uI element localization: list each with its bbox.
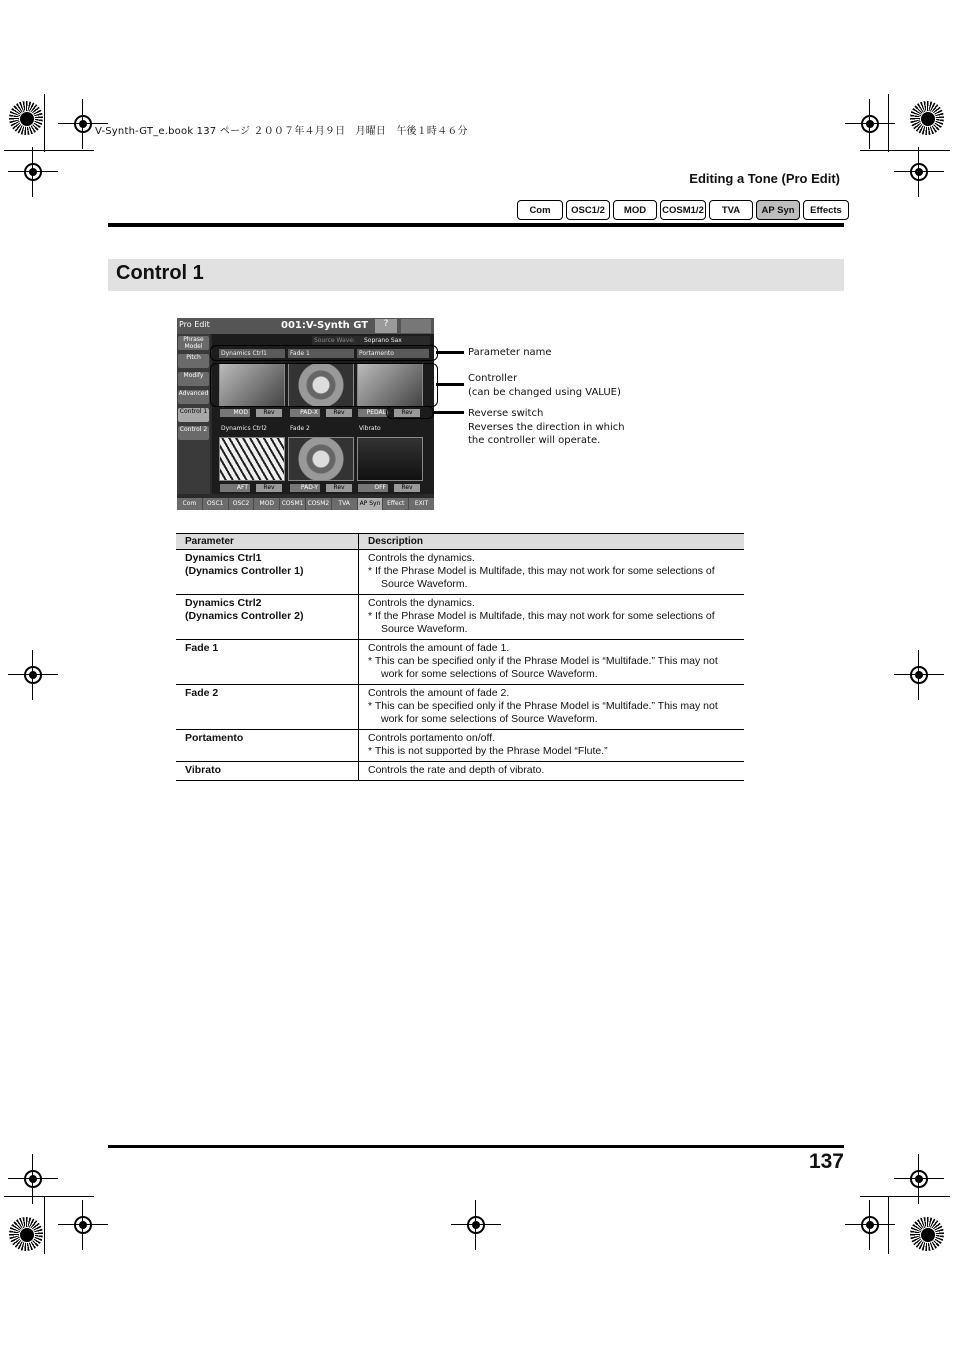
tab-com[interactable]: Com	[517, 200, 563, 220]
side-modify: Modify	[178, 372, 209, 386]
parameter-cell	[176, 730, 359, 762]
crosshair-icon	[20, 662, 46, 688]
screen-tab: COSM2	[306, 498, 331, 510]
description-cell	[359, 762, 745, 781]
table-header-row	[176, 534, 744, 550]
screen-tab: OSC1	[203, 498, 228, 510]
trim-line	[888, 94, 889, 152]
chapter-tabs	[517, 200, 849, 220]
annotation-text: Controller	[468, 373, 518, 384]
screen-side-menu	[177, 334, 210, 494]
registration-mark-icon	[910, 1217, 944, 1251]
crosshair-icon	[906, 662, 932, 688]
parameter-cell	[176, 550, 359, 595]
screen-tab: OSC2	[229, 498, 254, 510]
description-note: * If the Phrase Model is Multifade, this may not work for some selections of Source Waveform.	[368, 610, 715, 635]
print-header: V-Synth-GT_e.book 137 ページ ２００７年４月９日 月曜日 午後１時４６分	[95, 126, 468, 137]
controller-value: PEDAL	[358, 409, 388, 417]
description-cell	[359, 730, 745, 762]
section-title: Editing a Tone (Pro Edit)	[689, 171, 840, 186]
callout-frame-parameter-name	[210, 345, 438, 361]
param-dynamics-ctrl1: Dynamics Ctrl1	[219, 349, 285, 358]
tab-ap-syn[interactable]: AP Syn	[756, 200, 800, 220]
reverse-switch: Rev	[394, 409, 420, 417]
callout-frame-controller	[210, 363, 438, 407]
leader-line	[436, 383, 464, 386]
reverse-switch: Rev	[326, 484, 352, 492]
table-row	[176, 685, 744, 730]
screen-title-bar	[177, 318, 434, 334]
screen-tab: Com	[177, 498, 202, 510]
description-text: Controls the amount of fade 1.	[368, 642, 510, 654]
reverse-switch: Rev	[256, 484, 282, 492]
parameter-name: Fade 2	[185, 687, 219, 699]
page-title: Control 1	[116, 262, 204, 284]
parameter-name: Vibrato	[185, 764, 221, 776]
description-cell	[359, 595, 745, 640]
description-cell	[359, 640, 745, 685]
controller-value: PAD-X	[290, 409, 320, 417]
param-dynamics-ctrl2: Dynamics Ctrl2	[219, 424, 285, 433]
crosshair-icon	[20, 1166, 46, 1192]
table-row	[176, 730, 744, 762]
description-text: Controls the rate and depth of vibrato.	[368, 764, 545, 776]
parameter-fullname: (Dynamics Controller 2)	[185, 610, 304, 622]
annotation-text: Reverse switch	[468, 408, 544, 419]
controller-image-wheel	[357, 437, 423, 481]
crosshair-icon	[70, 1212, 96, 1238]
crosshair-icon	[70, 111, 96, 137]
annotation-text: Reverses the direction in which	[468, 421, 625, 433]
help-button: ?	[375, 319, 397, 333]
side-phrase-model: Phrase Model	[178, 336, 209, 350]
parameter-fullname: (Dynamics Controller 1)	[185, 565, 304, 577]
reverse-switch: Rev	[326, 409, 352, 417]
side-control-1: Control 1	[178, 408, 209, 422]
parameter-cell	[176, 640, 359, 685]
controller-image-keys	[219, 437, 285, 481]
table-row	[176, 640, 744, 685]
trim-line	[44, 94, 45, 152]
param-fade-2: Fade 2	[288, 424, 354, 433]
crosshair-icon	[20, 159, 46, 185]
trim-line	[860, 150, 950, 151]
table-row	[176, 762, 744, 781]
controller-value: OFF	[358, 484, 388, 492]
param-portamento: Portamento	[357, 349, 429, 358]
column-header: Parameter	[176, 534, 359, 550]
parameter-name: Portamento	[185, 732, 244, 744]
parameter-name: Dynamics Ctrl1	[185, 552, 262, 564]
param-vibrato: Vibrato	[357, 424, 429, 433]
menu-icon	[401, 319, 431, 333]
top-rule	[108, 223, 844, 227]
screen-tab: Effect	[383, 498, 408, 510]
trim-line	[4, 150, 94, 151]
trim-line	[860, 1196, 950, 1197]
description-note: * This is not supported by the Phrase Model “Flute.”	[368, 745, 608, 757]
description-text: Controls the dynamics.	[368, 552, 475, 564]
annotation-reverse-switch	[468, 407, 625, 448]
controller-value: PAD-Y	[290, 484, 320, 492]
crosshair-icon	[857, 111, 883, 137]
registration-mark-icon	[9, 1217, 43, 1251]
page-title-band	[108, 259, 844, 291]
parameter-table	[176, 533, 744, 781]
controller-value: MOD	[220, 409, 250, 417]
tab-effects[interactable]: Effects	[803, 200, 849, 220]
screen-tab: AP Syn	[358, 498, 383, 510]
parameter-cell	[176, 685, 359, 730]
parameter-cell	[176, 762, 359, 781]
page-number: 137	[808, 1150, 844, 1173]
crosshair-icon	[906, 1166, 932, 1192]
side-control-2: Control 2	[178, 426, 209, 440]
description-note: * This can be specified only if the Phrase Model is “Multifade.” This may not work for some selections of Source Waveform.	[368, 655, 718, 680]
crosshair-icon	[906, 159, 932, 185]
tab-osc12[interactable]: OSC1/2	[566, 200, 610, 220]
column-header: Description	[359, 534, 745, 550]
tab-tva[interactable]: TVA	[709, 200, 753, 220]
table-row	[176, 595, 744, 640]
screen-tone-name: 001:V-Synth GT	[281, 320, 369, 331]
table-row	[176, 550, 744, 595]
screen-tab: MOD	[254, 498, 279, 510]
description-text: Controls the amount of fade 2.	[368, 687, 510, 699]
leader-line	[432, 411, 464, 414]
leader-line	[436, 351, 464, 354]
registration-mark-icon	[9, 101, 43, 135]
annotation-text: (can be changed using VALUE)	[468, 386, 621, 398]
trim-line	[4, 1196, 94, 1197]
description-text: Controls the dynamics.	[368, 597, 475, 609]
callout-frame-reverse	[386, 406, 434, 419]
annotation-controller	[468, 372, 621, 399]
reverse-switch: Rev	[256, 409, 282, 417]
trim-line	[44, 1196, 45, 1254]
screen-tab: COSM1	[280, 498, 305, 510]
param-fade-1: Fade 1	[288, 349, 354, 358]
crosshair-icon	[857, 1212, 883, 1238]
description-note: * If the Phrase Model is Multifade, this may not work for some selections of Source Waveform.	[368, 565, 715, 590]
parameter-name: Dynamics Ctrl2	[185, 597, 262, 609]
annotation-parameter-name: Parameter name	[468, 347, 552, 358]
annotation-text: the controller will operate.	[468, 435, 601, 446]
bottom-rule	[108, 1145, 844, 1148]
source-value: Soprano Sax	[362, 336, 430, 345]
source-label: Source Wave:	[312, 336, 370, 345]
trim-line	[888, 1196, 889, 1254]
tab-cosm12[interactable]: COSM1/2	[660, 200, 706, 220]
registration-mark-icon	[910, 101, 944, 135]
side-pitch: Pitch	[178, 354, 209, 368]
reverse-switch: Rev	[394, 484, 420, 492]
screen-bottom-tabs	[177, 498, 434, 510]
parameter-cell	[176, 595, 359, 640]
side-advanced: Advanced	[178, 390, 209, 404]
screen-tab: TVA	[332, 498, 357, 510]
controller-value: AFT	[220, 484, 250, 492]
crosshair-icon	[463, 1212, 489, 1238]
controller-image-pad	[288, 437, 354, 481]
description-text: Controls portamento on/off.	[368, 732, 496, 744]
screen-mode: Pro Edit	[179, 320, 210, 329]
description-cell	[359, 685, 745, 730]
parameter-name: Fade 1	[185, 642, 219, 654]
description-note: * This can be specified only if the Phrase Model is “Multifade.” This may not work for some selections of Source Waveform.	[368, 700, 718, 725]
description-cell	[359, 550, 745, 595]
tab-mod[interactable]: MOD	[613, 200, 657, 220]
screen-tab: EXIT	[409, 498, 434, 510]
